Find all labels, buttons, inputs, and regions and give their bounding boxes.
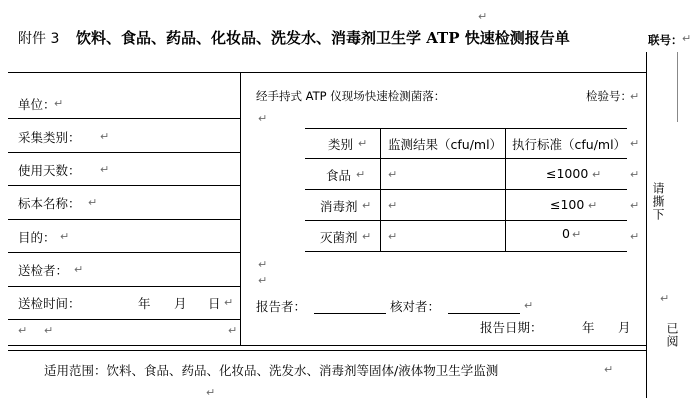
attachment-label: 附件 3 — [18, 31, 60, 47]
paragraph-mark: ↵ — [228, 324, 238, 337]
inspection-number-label: 检验号： — [586, 89, 632, 103]
side-bottom-text: 已阅 — [665, 322, 679, 348]
paragraph-mark: ↵ — [388, 168, 398, 181]
paragraph-mark: ↵ — [572, 228, 582, 241]
paragraph-mark: ↵ — [100, 130, 110, 143]
paragraph-mark: ↵ — [524, 299, 534, 312]
paragraph-mark: ↵ — [356, 168, 366, 181]
paragraph-mark: ↵ — [362, 230, 372, 243]
paragraph-mark: ↵ — [604, 363, 614, 376]
paragraph-mark: ↵ — [478, 10, 488, 23]
submit-time-label: 送检时间： — [18, 296, 81, 311]
paragraph-mark: ↵ — [630, 199, 640, 212]
checker-signature-line — [448, 313, 520, 314]
table-row-category: 食品 — [326, 168, 352, 183]
collection-category-label: 采集类别： — [18, 130, 81, 145]
paragraph-mark: ↵ — [630, 168, 640, 181]
paragraph-mark: ↵ — [60, 230, 70, 243]
report-year: 年 — [582, 320, 595, 335]
reporter-signature-line — [314, 313, 386, 314]
paragraph-mark: ↵ — [206, 386, 216, 399]
specimen-name-label: 标本名称： — [18, 196, 81, 211]
panel-divider — [240, 72, 241, 345]
paragraph-mark: ↵ — [100, 163, 110, 176]
instrument-text: 经手持式 ATP 仪现场快速检测菌落： — [256, 89, 446, 103]
paragraph-mark: ↵ — [630, 90, 640, 103]
paragraph-mark: ↵ — [88, 196, 98, 209]
checker-label: 核对者： — [390, 299, 441, 314]
table-header-standard: 执行标准（cfu/ml） — [512, 137, 627, 152]
paragraph-mark: ↵ — [258, 112, 268, 125]
submit-year: 年 — [138, 296, 151, 311]
submit-day: 日 — [208, 296, 221, 311]
paragraph-mark: ↵ — [660, 292, 670, 305]
submitter-label: 送检者： — [18, 263, 69, 278]
tear-off-text: 请撕下 — [651, 182, 665, 221]
bottom-rule-double — [8, 350, 646, 351]
usage-days-label: 使用天数： — [18, 163, 81, 178]
paragraph-mark: ↵ — [388, 230, 398, 243]
report-month: 月 — [618, 320, 631, 335]
paragraph-mark: ↵ — [592, 168, 602, 181]
submit-month: 月 — [174, 296, 187, 311]
paragraph-mark: ↵ — [630, 137, 640, 150]
paragraph-mark: ↵ — [18, 324, 28, 337]
tear-line — [646, 52, 647, 398]
table-row-category: 灭菌剂 — [320, 230, 358, 245]
reporter-label: 报告者： — [256, 299, 307, 314]
paragraph-mark: ↵ — [258, 274, 268, 287]
paragraph-mark: ↵ — [630, 230, 640, 243]
paragraph-mark: ↵ — [362, 199, 372, 212]
paragraph-mark: ↵ — [54, 97, 64, 110]
table-row-standard: ≤100 — [550, 197, 585, 212]
table-header-result: 监测结果（cfu/ml） — [388, 137, 503, 152]
table-row-standard: ≤1000 — [546, 166, 589, 181]
table-header-category: 类别 — [328, 137, 354, 152]
table-row-category: 消毒剂 — [320, 199, 358, 214]
paragraph-mark: ↵ — [682, 32, 691, 45]
paragraph-mark: ↵ — [44, 324, 54, 337]
report-title: 饮料、食品、药品、化妆品、洗发水、消毒剂卫生学 ATP 快速检测报告单 — [76, 29, 570, 47]
report-date-label: 报告日期： — [480, 320, 543, 335]
top-rule — [8, 72, 646, 73]
paragraph-mark: ↵ — [224, 296, 234, 309]
paragraph-mark: ↵ — [258, 258, 268, 271]
paragraph-mark: ↵ — [358, 137, 368, 150]
paragraph-mark: ↵ — [74, 263, 84, 276]
paragraph-mark: ↵ — [588, 199, 598, 212]
paragraph-mark: ↵ — [388, 199, 398, 212]
bottom-rule — [8, 345, 646, 346]
link-number-label: 联号： — [648, 33, 683, 47]
scope-text: 适用范围：饮料、食品、药品、化妆品、洗发水、消毒剂等固体/液体物卫生学监测 — [44, 363, 499, 378]
unit-label: 单位： — [18, 97, 56, 112]
side-rule — [677, 52, 678, 122]
table-row-standard: 0 — [562, 226, 570, 241]
purpose-label: 目的： — [18, 230, 56, 245]
